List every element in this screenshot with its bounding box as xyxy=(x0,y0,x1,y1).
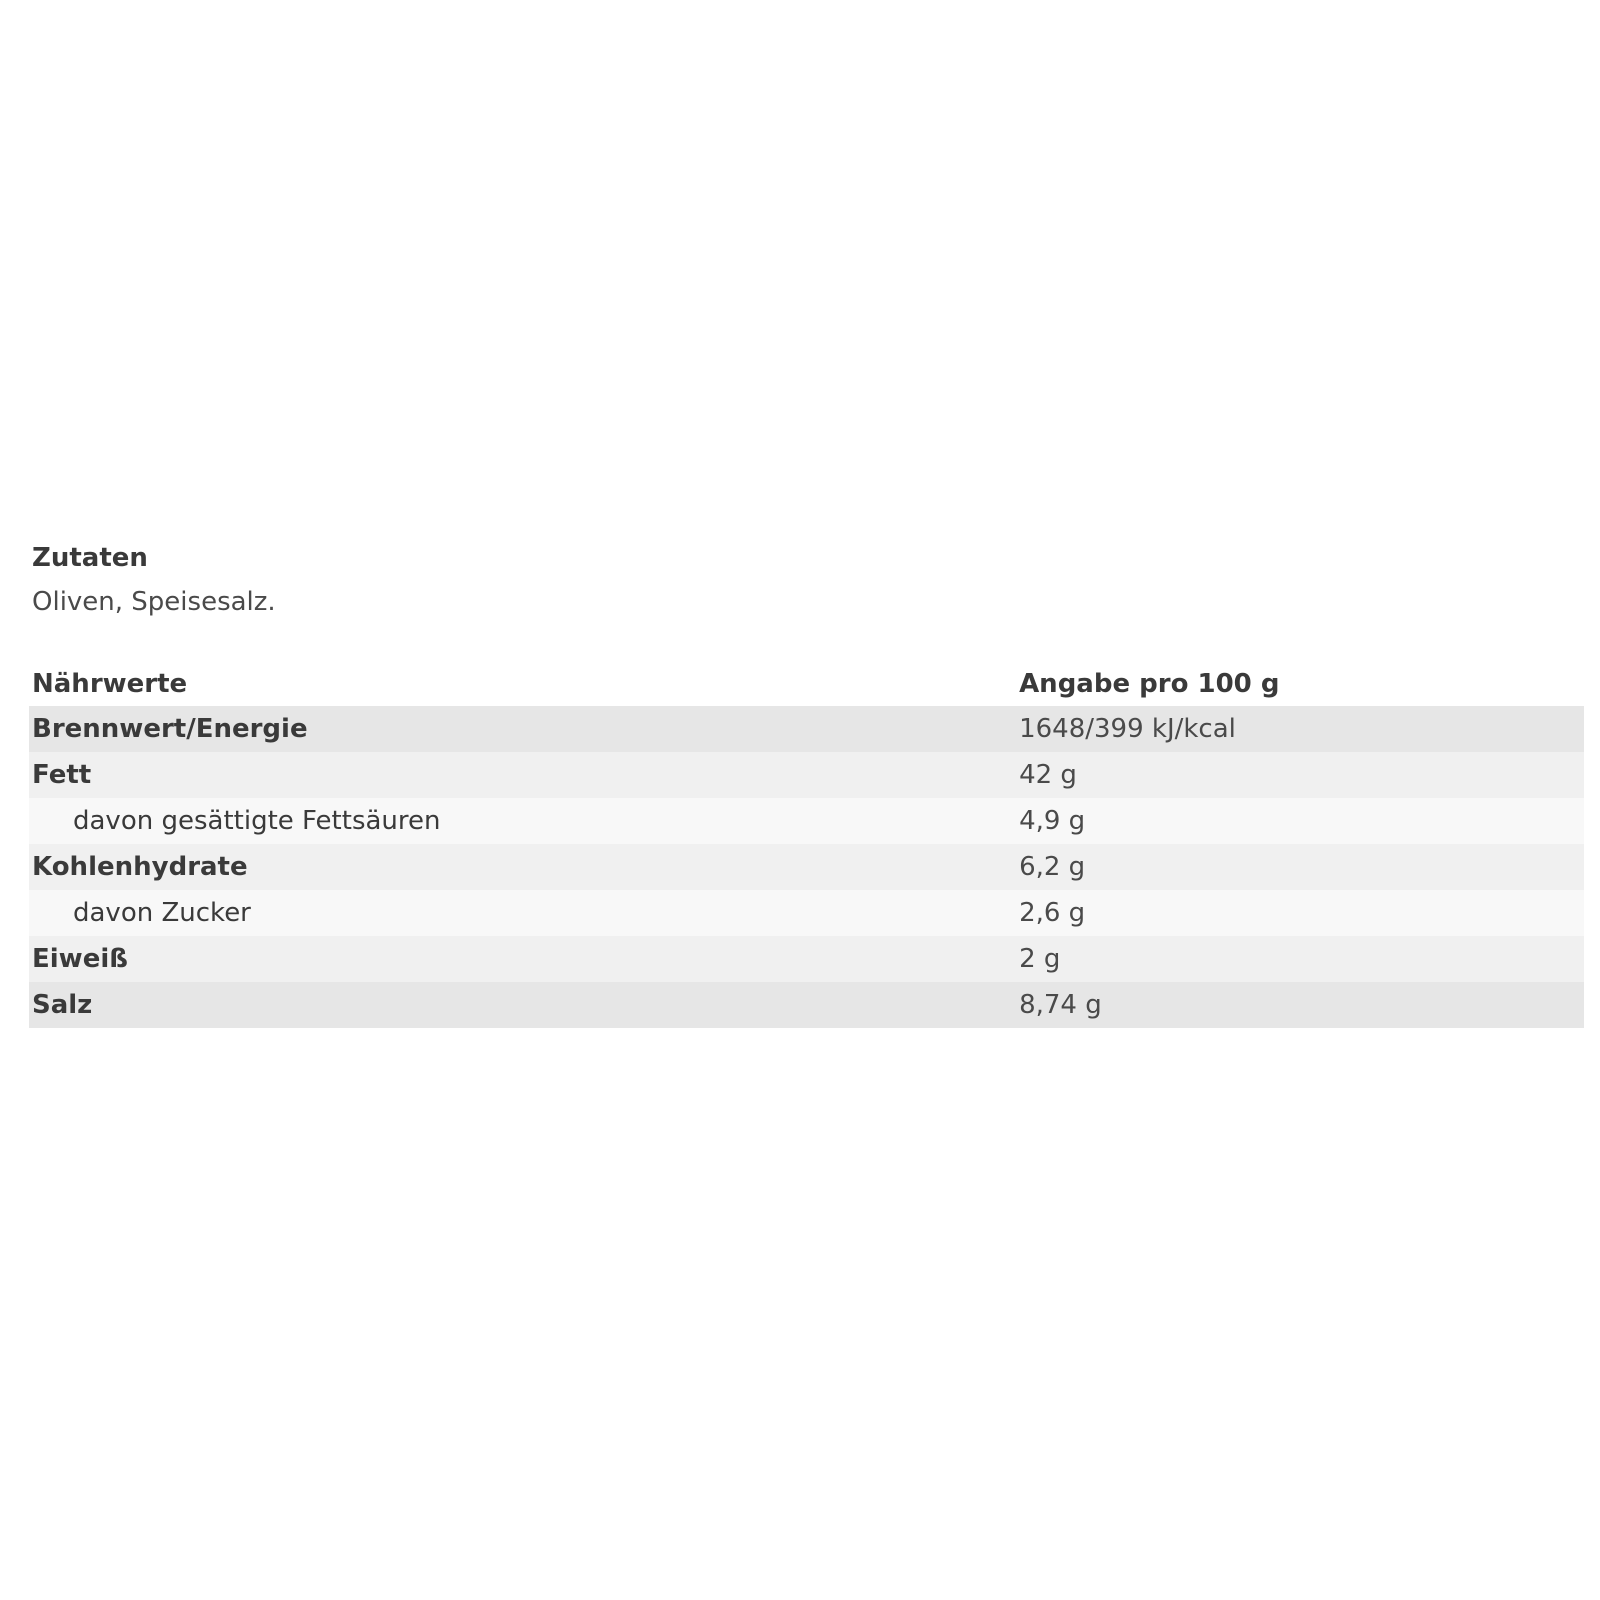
nutrient-name: davon Zucker xyxy=(29,890,1016,936)
nutrition-table xyxy=(29,662,1584,1028)
nutrient-name: Salz xyxy=(29,982,1016,1028)
nutrient-name: Fett xyxy=(29,752,1016,798)
nutrient-name: Eiweiß xyxy=(29,936,1016,982)
nutrient-value: 6,2 g xyxy=(1016,844,1584,890)
nutrient-value: 2 g xyxy=(1016,936,1584,982)
table-row xyxy=(29,936,1584,982)
table-row xyxy=(29,706,1584,752)
table-row xyxy=(29,844,1584,890)
nutrient-name: davon gesättigte Fettsäuren xyxy=(29,798,1016,844)
nutrient-value: 2,6 g xyxy=(1016,890,1584,936)
nutrient-name: Kohlenhydrate xyxy=(29,844,1016,890)
nutrition-header-name: Nährwerte xyxy=(32,669,188,699)
table-row xyxy=(29,798,1584,844)
nutrient-value: 42 g xyxy=(1016,752,1584,798)
nutrient-value: 8,74 g xyxy=(1016,982,1584,1028)
nutrition-header-value: Angabe pro 100 g xyxy=(1019,669,1280,699)
nutrient-value: 1648/399 kJ/kcal xyxy=(1016,706,1584,752)
table-row xyxy=(29,982,1584,1028)
nutrient-name: Brennwert/Energie xyxy=(29,706,1016,752)
nutrient-value: 4,9 g xyxy=(1016,798,1584,844)
table-row xyxy=(29,890,1584,936)
ingredients-text: Oliven, Speisesalz. xyxy=(32,587,276,617)
nutrition-table-header xyxy=(29,662,1584,706)
table-row xyxy=(29,752,1584,798)
ingredients-heading: Zutaten xyxy=(32,543,148,573)
